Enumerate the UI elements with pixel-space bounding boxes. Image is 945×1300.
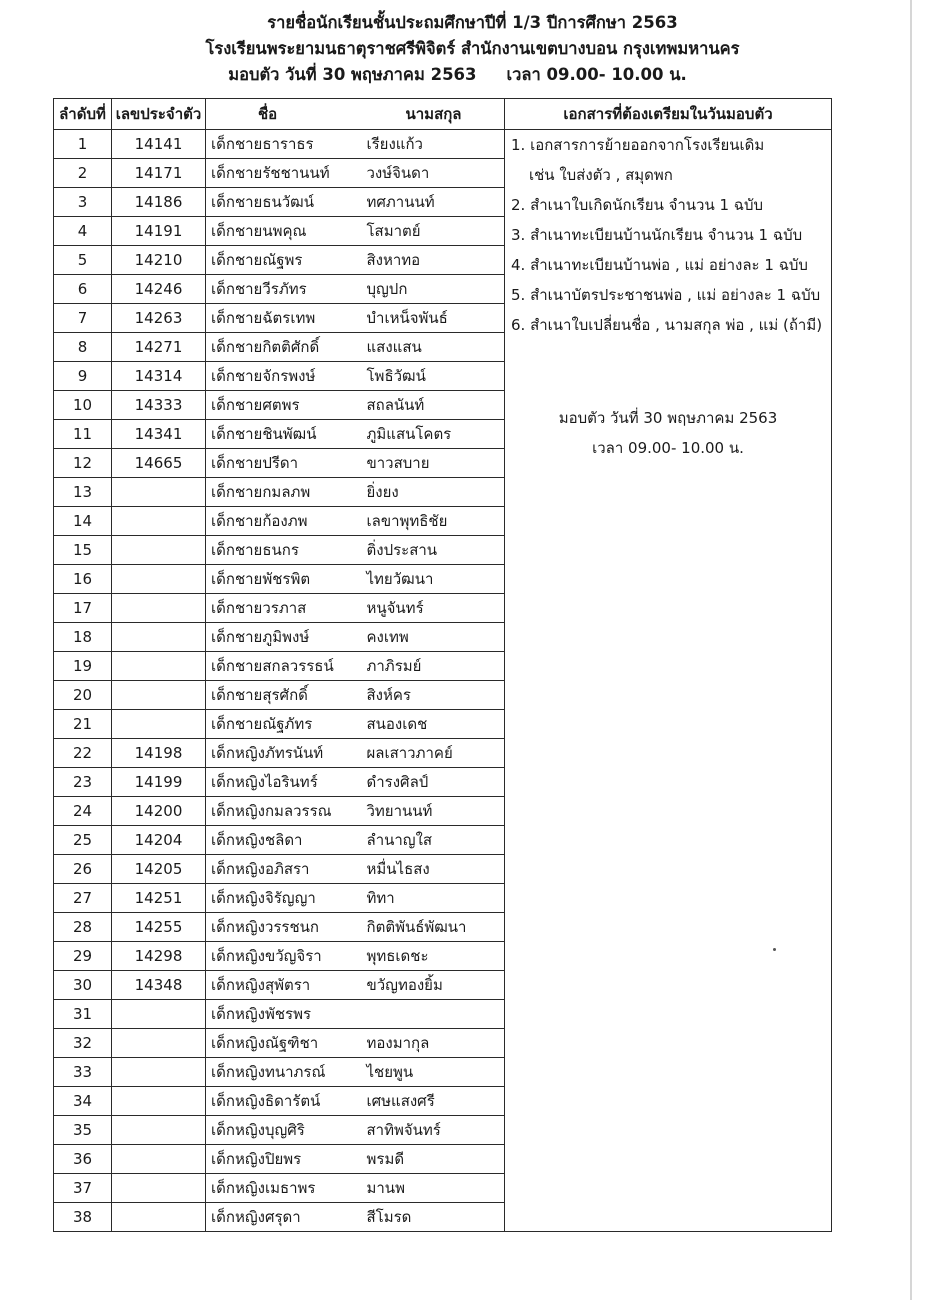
row-last-name: ผลเสาวภาคย์	[361, 739, 505, 768]
row-number: 12	[54, 449, 112, 478]
row-last-name: สถลนันท์	[361, 391, 505, 420]
row-first-name: เด็กหญิงพัชรพร	[206, 1000, 361, 1029]
document-item: 3. สำเนาทะเบียนบ้านนักเรียน จำนวน 1 ฉบับ	[511, 226, 803, 244]
row-first-name: เด็กหญิงธิดารัตน์	[206, 1087, 361, 1116]
row-last-name: ขาวสบาย	[361, 449, 505, 478]
row-student-id: 14141	[112, 130, 206, 159]
header-title: รายชื่อนักเรียนชั้นประถมศึกษาปีที่ 1/3 ปีการศึกษา 2563	[267, 13, 678, 32]
row-last-name: วงษ์จินดา	[361, 159, 505, 188]
row-last-name: ไชยพูน	[361, 1058, 505, 1087]
row-number: 17	[54, 594, 112, 623]
row-first-name: เด็กหญิงปิยพร	[206, 1145, 361, 1174]
row-student-id	[112, 710, 206, 739]
row-last-name: ดำรงศิลป์	[361, 768, 505, 797]
documents-list	[505, 130, 831, 1231]
row-number: 24	[54, 797, 112, 826]
row-first-name: เด็กชายธาราธร	[206, 130, 361, 159]
row-student-id: 14348	[112, 971, 206, 1000]
row-number: 2	[54, 159, 112, 188]
row-last-name: สิงหาทอ	[361, 246, 505, 275]
row-number: 10	[54, 391, 112, 420]
row-last-name: พรมดี	[361, 1145, 505, 1174]
row-number: 31	[54, 1000, 112, 1029]
row-number: 35	[54, 1116, 112, 1145]
row-first-name: เด็กหญิงวรรชนก	[206, 913, 361, 942]
student-table	[53, 98, 832, 1232]
row-student-id: 14204	[112, 826, 206, 855]
row-first-name: เด็กหญิงขวัญจิรา	[206, 942, 361, 971]
col-header-student-id: เลขประจำตัว	[112, 99, 206, 130]
row-last-name: เศษแสงศรี	[361, 1087, 505, 1116]
row-number: 22	[54, 739, 112, 768]
row-number: 8	[54, 333, 112, 362]
row-last-name: เรียงแก้ว	[361, 130, 505, 159]
row-student-id	[112, 594, 206, 623]
col-header-no: ลำดับที่	[54, 99, 112, 130]
row-number: 20	[54, 681, 112, 710]
row-student-id	[112, 652, 206, 681]
row-number: 34	[54, 1087, 112, 1116]
row-last-name: ไทยวัฒนา	[361, 565, 505, 594]
row-student-id: 14271	[112, 333, 206, 362]
row-last-name: กิตติพันธ์พัฒนา	[361, 913, 505, 942]
row-last-name: เลขาพุทธิชัย	[361, 507, 505, 536]
document-item: 4. สำเนาทะเบียนบ้านพ่อ , แม่ อย่างละ 1 ฉบับ	[511, 256, 808, 274]
row-student-id	[112, 681, 206, 710]
row-number: 25	[54, 826, 112, 855]
row-number: 21	[54, 710, 112, 739]
row-first-name: เด็กหญิงณัฐฑิชา	[206, 1029, 361, 1058]
row-first-name: เด็กชายนพคุณ	[206, 217, 361, 246]
row-first-name: เด็กชายกมลภพ	[206, 478, 361, 507]
appointment-note	[505, 403, 831, 463]
row-number: 7	[54, 304, 112, 333]
row-last-name: ทศภานนท์	[361, 188, 505, 217]
row-number: 16	[54, 565, 112, 594]
header-school: โรงเรียนพระยามนธาตุราชศรีพิจิตร์ สำนักงานเขตบางบอน กรุงเทพมหานคร	[205, 39, 740, 58]
row-student-id: 14341	[112, 420, 206, 449]
row-first-name: เด็กชายพัชรพิต	[206, 565, 361, 594]
row-first-name: เด็กหญิงไอรินทร์	[206, 768, 361, 797]
row-number: 37	[54, 1174, 112, 1203]
row-student-id	[112, 1087, 206, 1116]
row-student-id	[112, 1116, 206, 1145]
row-number: 1	[54, 130, 112, 159]
row-student-id: 14191	[112, 217, 206, 246]
row-student-id	[112, 1058, 206, 1087]
table-body	[54, 130, 832, 1232]
row-student-id	[112, 1000, 206, 1029]
row-first-name: เด็กหญิงภัทรนันท์	[206, 739, 361, 768]
row-last-name	[361, 1000, 505, 1029]
row-first-name: เด็กชายวีรภัทร	[206, 275, 361, 304]
row-number: 3	[54, 188, 112, 217]
row-first-name: เด็กชายกิตติศักดิ์	[206, 333, 361, 362]
row-number: 9	[54, 362, 112, 391]
row-first-name: เด็กชายฉัตรเทพ	[206, 304, 361, 333]
row-first-name: เด็กชายชินพัฒน์	[206, 420, 361, 449]
row-student-id	[112, 478, 206, 507]
row-first-name: เด็กชายรัชชานนท์	[206, 159, 361, 188]
row-first-name: เด็กชายภูมิพงษ์	[206, 623, 361, 652]
header-appointment-time: เวลา 09.00- 10.00 น.	[506, 65, 687, 84]
row-last-name: ขวัญทองยิ้ม	[361, 971, 505, 1000]
row-last-name: ภาภิรมย์	[361, 652, 505, 681]
row-first-name: เด็กชายวรภาส	[206, 594, 361, 623]
row-last-name: พุทธเดชะ	[361, 942, 505, 971]
row-first-name: เด็กชายณัฐพร	[206, 246, 361, 275]
document-header	[0, 10, 945, 88]
documents-cell	[505, 130, 832, 1232]
row-student-id: 14251	[112, 884, 206, 913]
row-first-name: เด็กหญิงเมธาพร	[206, 1174, 361, 1203]
row-number: 30	[54, 971, 112, 1000]
row-last-name: ติ่งประสาน	[361, 536, 505, 565]
row-student-id: 14198	[112, 739, 206, 768]
row-student-id	[112, 623, 206, 652]
row-last-name: ลำนาญใส	[361, 826, 505, 855]
row-student-id: 14199	[112, 768, 206, 797]
row-last-name: โพธิวัฒน์	[361, 362, 505, 391]
row-student-id: 14246	[112, 275, 206, 304]
header-appointment	[0, 62, 945, 88]
row-student-id: 14263	[112, 304, 206, 333]
document-item: เช่น ใบส่งตัว , สมุดพก	[529, 166, 673, 184]
row-student-id	[112, 1145, 206, 1174]
row-first-name: เด็กหญิงศรุดา	[206, 1203, 361, 1232]
appointment-time: เวลา 09.00- 10.00 น.	[592, 439, 744, 457]
row-student-id: 14298	[112, 942, 206, 971]
row-number: 15	[54, 536, 112, 565]
row-first-name: เด็กหญิงบุญศิริ	[206, 1116, 361, 1145]
row-last-name: มานพ	[361, 1174, 505, 1203]
row-last-name: โสมาตย์	[361, 217, 505, 246]
header-appointment-date: มอบตัว วันที่ 30 พฤษภาคม 2563	[228, 65, 477, 84]
col-header-documents: เอกสารที่ต้องเตรียมในวันมอบตัว	[505, 99, 832, 130]
row-student-id: 14205	[112, 855, 206, 884]
row-number: 5	[54, 246, 112, 275]
row-last-name: แสงแสน	[361, 333, 505, 362]
row-last-name: ทองมากุล	[361, 1029, 505, 1058]
row-first-name: เด็กชายปรีดา	[206, 449, 361, 478]
row-first-name: เด็กชายธนกร	[206, 536, 361, 565]
row-number: 23	[54, 768, 112, 797]
row-number: 27	[54, 884, 112, 913]
row-student-id: 14171	[112, 159, 206, 188]
row-last-name: ทิทา	[361, 884, 505, 913]
row-first-name: เด็กหญิงชลิดา	[206, 826, 361, 855]
row-last-name: ภูมิแสนโคตร	[361, 420, 505, 449]
row-last-name: สีโมรด	[361, 1203, 505, 1232]
row-number: 32	[54, 1029, 112, 1058]
row-number: 11	[54, 420, 112, 449]
row-first-name: เด็กชายสกลวรรธน์	[206, 652, 361, 681]
row-first-name: เด็กหญิงจิรัญญา	[206, 884, 361, 913]
row-first-name: เด็กชายก้องภพ	[206, 507, 361, 536]
row-number: 14	[54, 507, 112, 536]
row-last-name: บำเหน็จพันธ์	[361, 304, 505, 333]
document-item: 2. สำเนาใบเกิดนักเรียน จำนวน 1 ฉบับ	[511, 196, 764, 214]
row-number: 18	[54, 623, 112, 652]
document-item: 5. สำเนาบัตรประชาชนพ่อ , แม่ อย่างละ 1 ฉบับ	[511, 286, 821, 304]
col-header-last-name: นามสกุล	[361, 99, 505, 130]
row-last-name: สิงห์คร	[361, 681, 505, 710]
row-number: 26	[54, 855, 112, 884]
row-last-name: ยิ่งยง	[361, 478, 505, 507]
row-student-id: 14333	[112, 391, 206, 420]
row-last-name: คงเทพ	[361, 623, 505, 652]
row-number: 36	[54, 1145, 112, 1174]
row-number: 33	[54, 1058, 112, 1087]
row-student-id: 14210	[112, 246, 206, 275]
row-student-id: 14314	[112, 362, 206, 391]
row-number: 6	[54, 275, 112, 304]
document-item: 1. เอกสารการย้ายออกจากโรงเรียนเดิม	[511, 136, 765, 154]
appointment-date: มอบตัว วันที่ 30 พฤษภาคม 2563	[558, 409, 778, 427]
row-student-id	[112, 1203, 206, 1232]
row-first-name: เด็กชายธนวัฒน์	[206, 188, 361, 217]
row-first-name: เด็กชายจักรพงษ์	[206, 362, 361, 391]
row-student-id: 14255	[112, 913, 206, 942]
row-first-name: เด็กหญิงกมลวรรณ	[206, 797, 361, 826]
row-number: 13	[54, 478, 112, 507]
row-student-id: 14665	[112, 449, 206, 478]
col-header-first-name: ชื่อ	[206, 99, 361, 130]
row-first-name: เด็กชายสุรศักดิ์	[206, 681, 361, 710]
table-row	[54, 130, 832, 159]
row-number: 29	[54, 942, 112, 971]
row-number: 38	[54, 1203, 112, 1232]
row-first-name: เด็กชายณัฐภัทร	[206, 710, 361, 739]
row-number: 28	[54, 913, 112, 942]
row-last-name: บุญปก	[361, 275, 505, 304]
row-last-name: หมื่นไธสง	[361, 855, 505, 884]
row-first-name: เด็กหญิงทนาภรณ์	[206, 1058, 361, 1087]
row-student-id: 14200	[112, 797, 206, 826]
row-last-name: สนองเดช	[361, 710, 505, 739]
row-last-name: สาทิพจันทร์	[361, 1116, 505, 1145]
row-number: 19	[54, 652, 112, 681]
row-first-name: เด็กชายศตพร	[206, 391, 361, 420]
row-number: 4	[54, 217, 112, 246]
scan-speck	[773, 948, 776, 951]
row-first-name: เด็กหญิงอภิสรา	[206, 855, 361, 884]
document-item: 6. สำเนาใบเปลี่ยนชื่อ , นามสกุล พ่อ , แม่ (ถ้ามี)	[511, 316, 823, 334]
row-last-name: หนูจันทร์	[361, 594, 505, 623]
row-last-name: วิทยานนท์	[361, 797, 505, 826]
row-student-id	[112, 536, 206, 565]
row-student-id	[112, 565, 206, 594]
row-first-name: เด็กหญิงสุพัตรา	[206, 971, 361, 1000]
row-student-id	[112, 1174, 206, 1203]
table-header-row	[54, 99, 832, 130]
row-student-id: 14186	[112, 188, 206, 217]
row-student-id	[112, 1029, 206, 1058]
row-student-id	[112, 507, 206, 536]
